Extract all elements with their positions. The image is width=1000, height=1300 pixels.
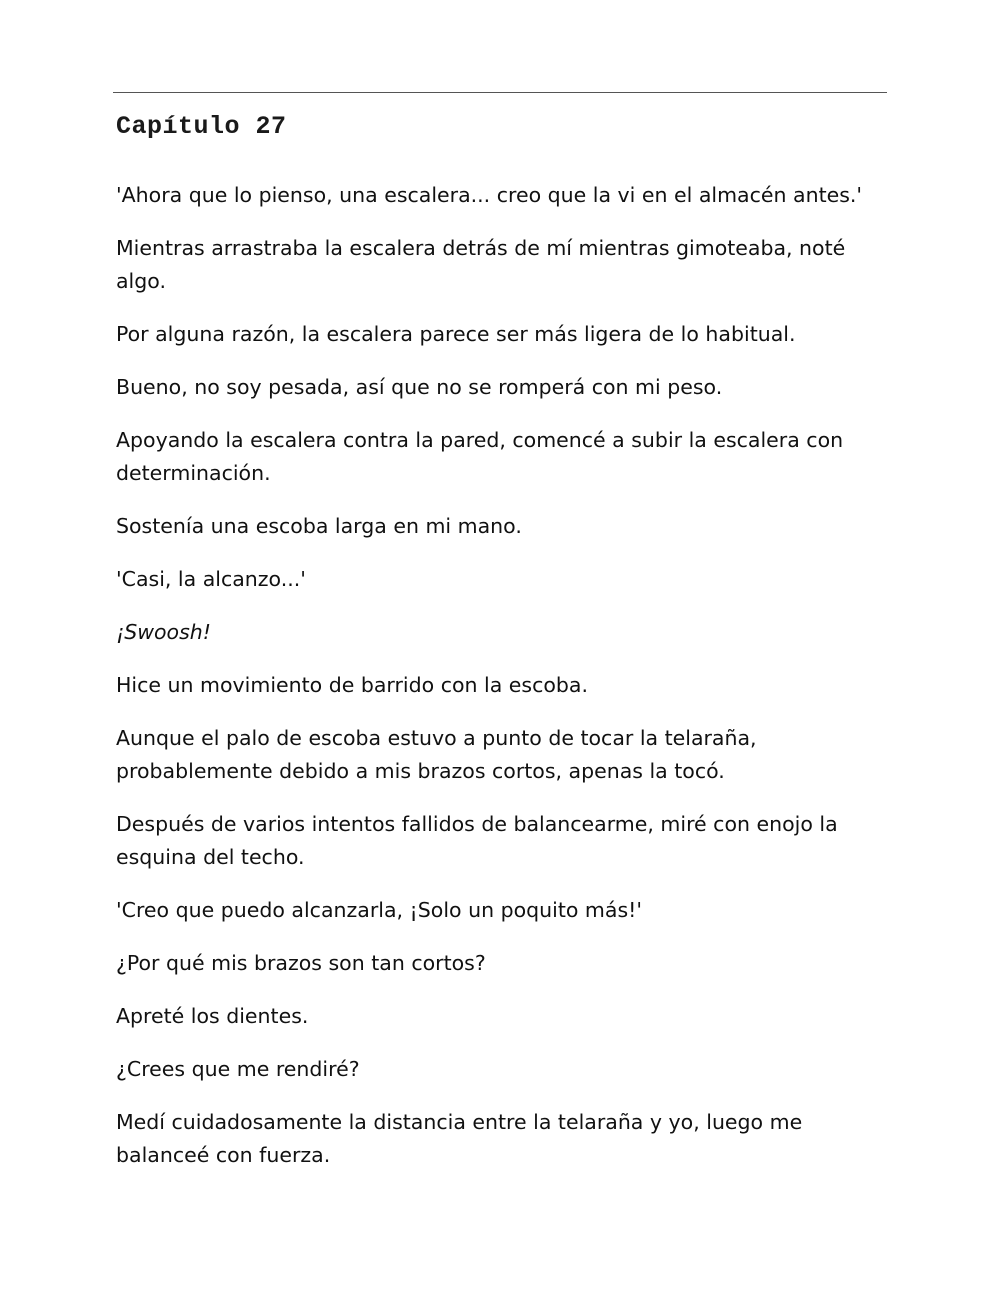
paragraph-sound-effect: ¡Swoosh! <box>116 620 211 644</box>
paragraph: Mientras arrastraba la escalera detrás de mí mientras gimoteaba, noté algo. <box>116 236 846 293</box>
paragraph: ¿Crees que me rendiré? <box>116 1057 360 1081</box>
paragraph: Bueno, no soy pesada, así que no se romperá con mi peso. <box>116 375 723 399</box>
paragraph: 'Creo que puedo alcanzarla, ¡Solo un poquito más!' <box>116 898 642 922</box>
paragraph: ¿Por qué mis brazos son tan cortos? <box>116 951 486 975</box>
paragraph: Hice un movimiento de barrido con la escoba. <box>116 673 588 697</box>
chapter-title: Capítulo 27 <box>116 112 287 141</box>
paragraph: Apreté los dientes. <box>116 1004 309 1028</box>
paragraph: Después de varios intentos fallidos de balancearme, miré con enojo la esquina del techo. <box>116 812 838 869</box>
paragraph: Aunque el palo de escoba estuvo a punto de tocar la telaraña, probablemente debido a mis brazos cortos, apenas la tocó. <box>116 726 757 783</box>
header-divider <box>113 92 887 93</box>
paragraph: 'Ahora que lo pienso, una escalera... creo que la vi en el almacén antes.' <box>116 183 863 207</box>
paragraph: Medí cuidadosamente la distancia entre la telaraña y yo, luego me balanceé con fuerza. <box>116 1110 803 1167</box>
paragraph: 'Casi, la alcanzo...' <box>116 567 306 591</box>
paragraph: Por alguna razón, la escalera parece ser más ligera de lo habitual. <box>116 322 796 346</box>
chapter-body <box>116 179 876 1192</box>
paragraph: Sostenía una escoba larga en mi mano. <box>116 514 522 538</box>
paragraph: Apoyando la escalera contra la pared, comencé a subir la escalera con determinación. <box>116 428 844 485</box>
